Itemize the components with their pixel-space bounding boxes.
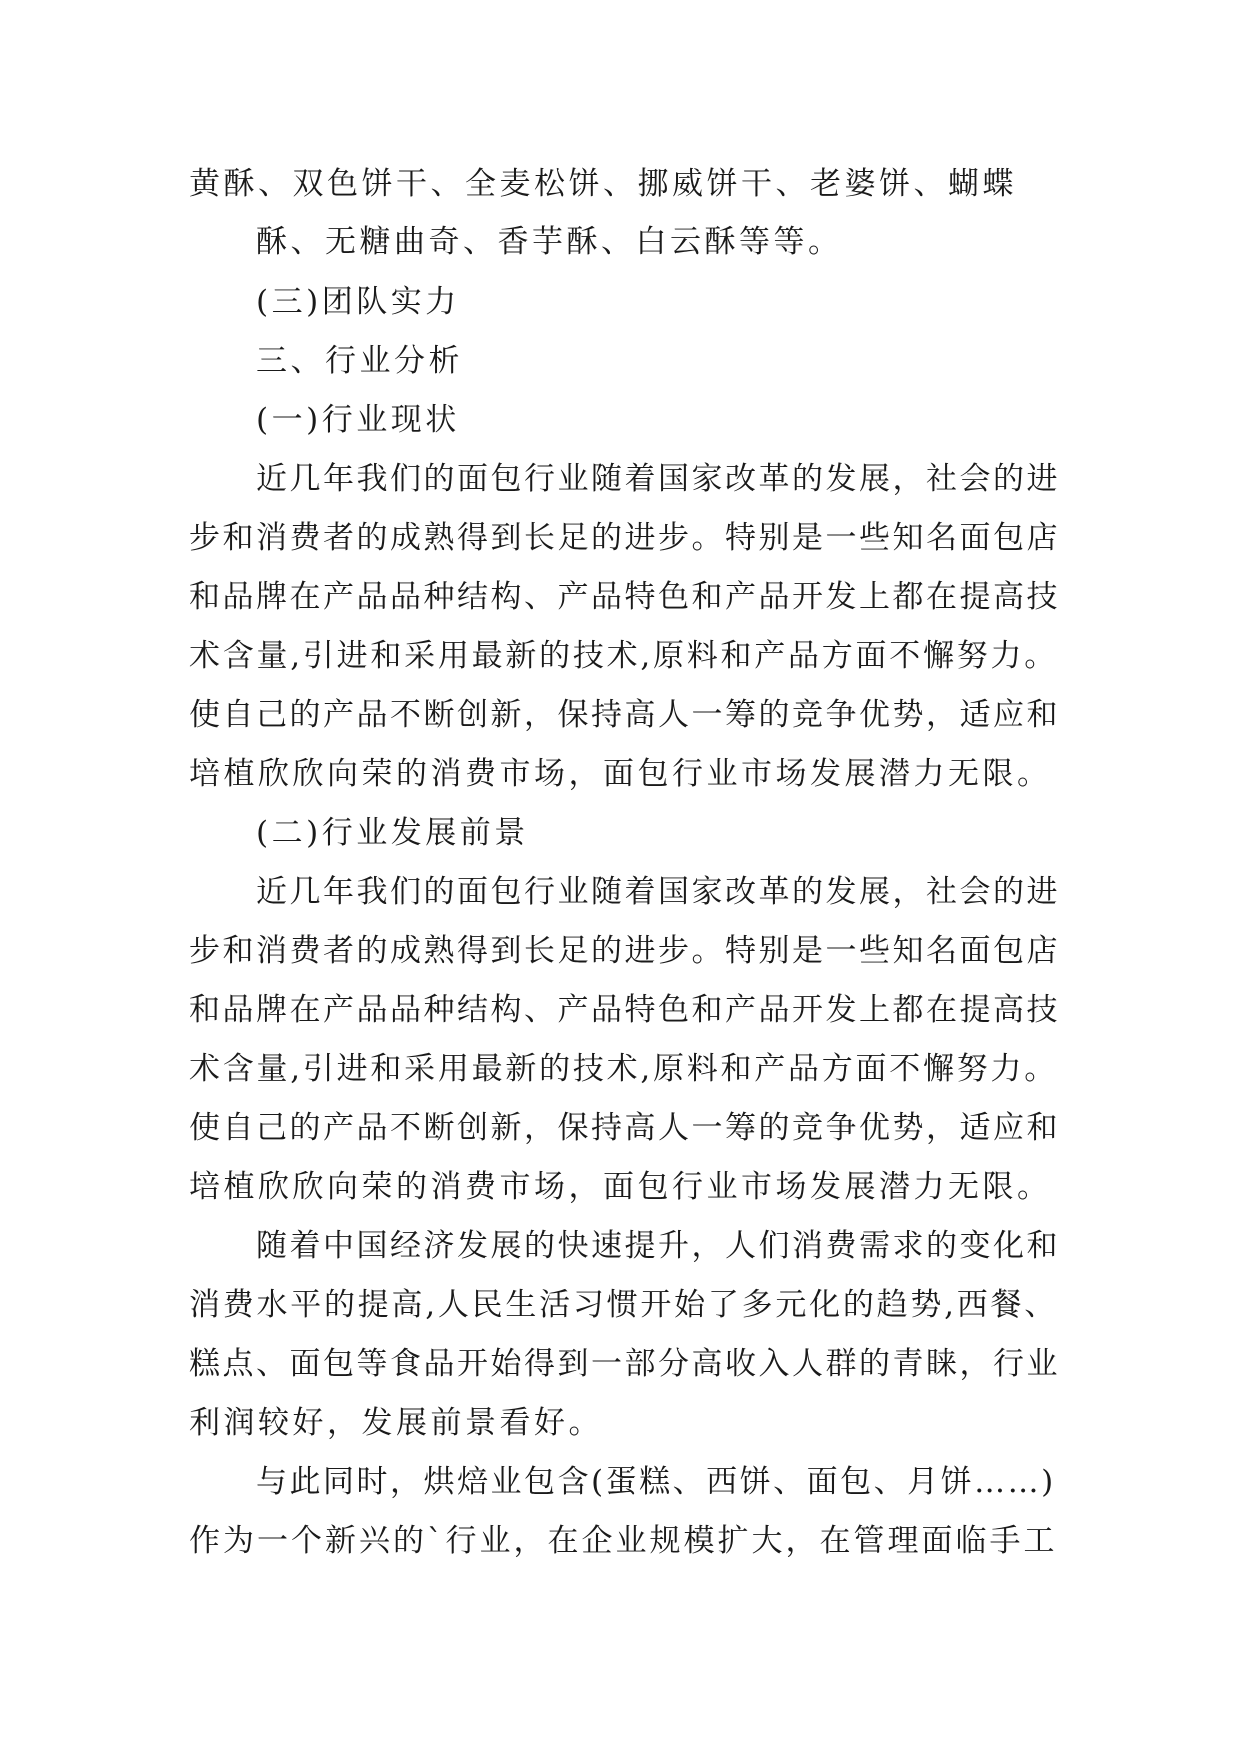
text-line: 近几年我们的面包行业随着国家改革的发展，社会的进: [256, 461, 1060, 497]
text-line: 培植欣欣向荣的消费市场，面包行业市场发展潜力无限。: [189, 1169, 1052, 1205]
text-line: 与此同时，烘焙业包含(蛋糕、西饼、面包、月饼……): [256, 1464, 1056, 1500]
text-line: 和品牌在产品品种结构、产品特色和产品开发上都在提高技: [189, 579, 1060, 615]
text-line: 使自己的产品不断创新，保持高人一筹的竞争优势，适应和: [189, 697, 1060, 733]
section-heading: (三)团队实力: [256, 284, 460, 320]
section-heading: (一)行业现状: [256, 402, 460, 438]
text-line: 黄酥、双色饼干、全麦松饼、挪威饼干、老婆饼、蝴蝶: [189, 166, 1017, 202]
text-line: 步和消费者的成熟得到长足的进步。特别是一些知名面包店: [189, 520, 1060, 556]
text-line: 作为一个新兴的`行业，在企业规模扩大，在管理面临手工: [189, 1523, 1058, 1559]
text-line: 步和消费者的成熟得到长足的进步。特别是一些知名面包店: [189, 933, 1060, 969]
text-line: 利润较好，发展前景看好。: [189, 1405, 603, 1441]
text-line: 和品牌在产品品种结构、产品特色和产品开发上都在提高技: [189, 992, 1060, 1028]
text-line: 近几年我们的面包行业随着国家改革的发展，社会的进: [256, 874, 1060, 910]
text-line: 使自己的产品不断创新，保持高人一筹的竞争优势，适应和: [189, 1110, 1060, 1146]
text-line: 糕点、面包等食品开始得到一部分高收入人群的青睐，行业: [189, 1346, 1060, 1382]
chapter-heading: 三、行业分析: [256, 343, 463, 379]
text-line: 消费水平的提高,人民生活习惯开始了多元化的趋势,西餐、: [189, 1287, 1058, 1323]
text-line: 酥、无糖曲奇、香芋酥、白云酥等等。: [256, 224, 843, 260]
text-line: 术含量,引进和采用最新的技术,原料和产品方面不懈努力。: [189, 1051, 1058, 1087]
text-line: 培植欣欣向荣的消费市场，面包行业市场发展潜力无限。: [189, 756, 1052, 792]
text-line: 随着中国经济发展的快速提升，人们消费需求的变化和: [256, 1228, 1060, 1264]
section-heading: (二)行业发展前景: [256, 815, 529, 851]
text-line: 术含量,引进和采用最新的技术,原料和产品方面不懈努力。: [189, 638, 1058, 674]
